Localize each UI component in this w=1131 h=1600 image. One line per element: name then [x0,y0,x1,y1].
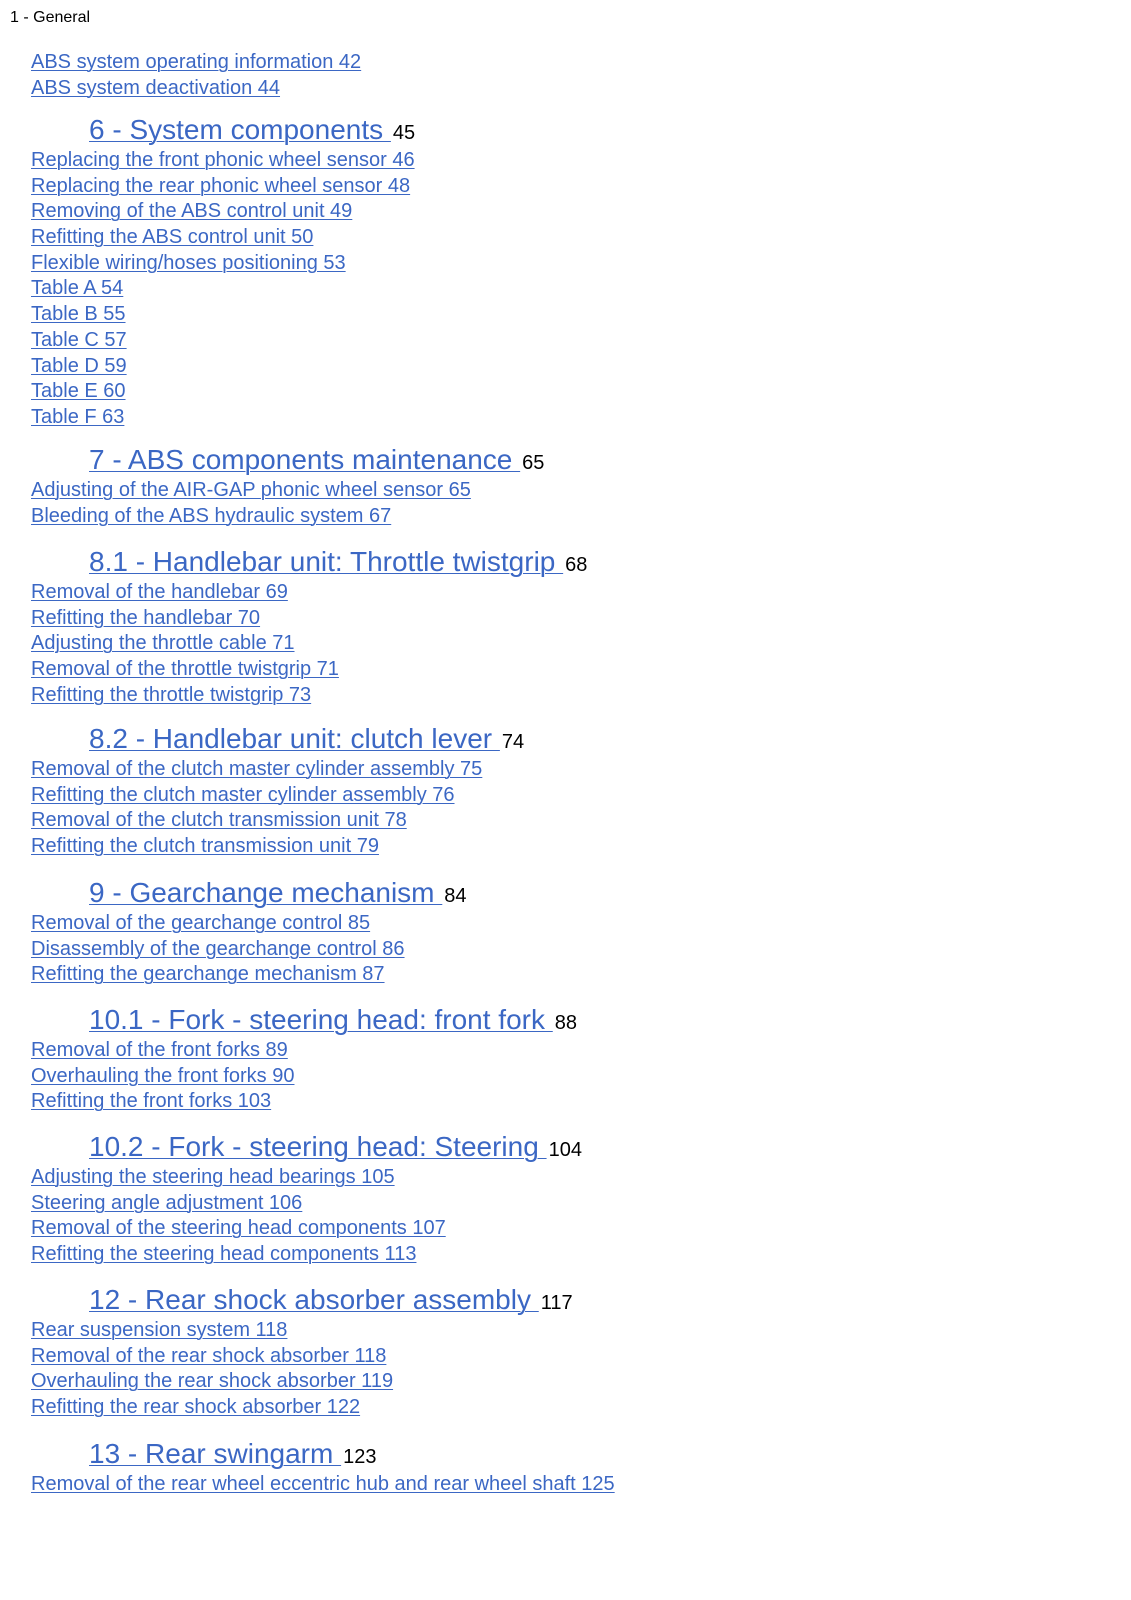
toc-entry-link[interactable]: Refitting the front forks 103 [31,1090,272,1113]
section-page-number: 68 [565,554,588,576]
section-page-number: 65 [522,452,545,474]
section-heading [89,1283,573,1320]
toc-entry-link[interactable]: Removal of the rear shock absorber 118 [31,1344,387,1367]
toc-entry-link[interactable]: Removal of the rear wheel eccentric hub and rear wheel shaft 125 [31,1473,615,1495]
section-entries-list [31,1318,393,1421]
toc-entry-link[interactable]: Refitting the ABS control unit 50 [31,226,314,249]
toc-entry-link[interactable]: Adjusting the steering head bearings 105 [31,1166,395,1188]
page-header: 1 - General [10,9,91,26]
toc-entry-link[interactable]: Refitting the gearchange mechanism 87 [31,963,385,986]
section-heading-link[interactable]: 12 - Rear shock absorber assembly [89,1284,539,1315]
toc-entry-link[interactable]: Adjusting the throttle cable 71 [31,632,295,655]
section-heading-link[interactable]: 6 - System components [89,114,391,145]
toc-entry-link[interactable]: Refitting the throttle twistgrip 73 [31,683,312,706]
section-heading-link[interactable]: 9 - Gearchange mechanism [89,877,443,908]
section-heading [89,876,467,913]
toc-entry-link[interactable]: Replacing the rear phonic wheel sensor 48 [31,174,411,197]
toc-entry-link[interactable]: Table A 54 [31,277,124,300]
toc-entry-link[interactable]: Adjusting of the AIR-GAP phonic wheel sensor 65 [31,479,471,501]
section-entries-list [31,580,339,708]
toc-entry-link[interactable]: ABS system deactivation 44 [31,76,281,99]
section-entries-list [31,148,415,431]
toc-entry-link[interactable]: Disassembly of the gearchange control 86 [31,937,405,960]
toc-entry-link[interactable]: Table E 60 [31,380,126,403]
toc-entry-link[interactable]: Rear suspension system 118 [31,1319,288,1341]
top-entries-list [31,50,361,101]
section-page-number: 74 [501,731,525,753]
toc-entry-link[interactable]: Removal of the handlebar 69 [31,581,288,603]
section-heading-link[interactable]: 13 - Rear swingarm [89,1438,342,1469]
toc-entry-link[interactable]: Table D 59 [31,354,127,377]
section-heading [89,545,587,582]
section-heading-link[interactable]: 8.1 - Handlebar unit: Throttle twistgrip [89,546,564,577]
toc-entry-link[interactable]: Refitting the handlebar 70 [31,606,261,629]
section-entries-list [31,911,405,988]
section-entries-list [31,757,482,860]
toc-entry-link[interactable]: Removal of the clutch master cylinder assembly 75 [31,758,483,780]
toc-entry-link[interactable]: Removal of the throttle twistgrip 71 [31,658,339,681]
section-entries-list [31,1472,615,1498]
toc-entry-link[interactable]: Steering angle adjustment 106 [31,1191,303,1214]
toc-entry-link[interactable]: Refitting the rear shock absorber 122 [31,1396,361,1419]
toc-entry-link[interactable]: Flexible wiring/hoses positioning 53 [31,251,346,274]
toc-entry-link[interactable]: Table B 55 [31,303,126,326]
section-page-number: 123 [343,1446,377,1468]
section-heading-link[interactable]: 10.2 - Fork - steering head: Steering [89,1131,547,1162]
toc-entry-link[interactable]: Removal of the clutch transmission unit 78 [31,809,407,832]
section-entries-list [31,1165,446,1268]
section-heading [89,113,415,150]
section-page-number: 84 [444,885,467,907]
toc-entry-link[interactable]: Replacing the front phonic wheel sensor 46 [31,149,415,171]
toc-entry-link[interactable]: Removing of the ABS control unit 49 [31,200,353,223]
section-heading-link[interactable]: 8.2 - Handlebar unit: clutch lever [89,723,500,754]
toc-entry-link[interactable]: ABS system operating information 42 [31,51,362,73]
toc-entry-link[interactable]: Removal of the gearchange control 85 [31,912,371,934]
toc-entry-link[interactable]: Table C 57 [31,328,127,351]
section-heading [89,443,544,480]
section-entries-list [31,1038,294,1115]
section-page-number: 88 [554,1012,578,1034]
toc-entry-link[interactable]: Bleeding of the ABS hydraulic system 67 [31,504,392,527]
section-heading-link[interactable]: 7 - ABS components maintenance [89,444,521,475]
section-page-number: 104 [548,1139,582,1161]
toc-entry-link[interactable]: Refitting the steering head components 113 [31,1243,417,1266]
toc-entry-link[interactable]: Refitting the clutch transmission unit 79 [31,835,379,858]
toc-entry-link[interactable]: Table F 63 [31,405,125,428]
toc-entry-link[interactable]: Removal of the steering head components 107 [31,1217,446,1240]
section-heading [89,1130,582,1167]
section-heading-link[interactable]: 10.1 - Fork - steering head: front fork [89,1004,553,1035]
section-heading [89,1437,376,1474]
section-entries-list [31,478,471,529]
toc-entry-link[interactable]: Refitting the clutch master cylinder assembly 76 [31,783,455,806]
toc-entry-link[interactable]: Removal of the front forks 89 [31,1039,288,1061]
section-page-number: 45 [392,122,416,144]
toc-entry-link[interactable]: Overhauling the rear shock absorber 119 [31,1370,394,1393]
toc-entry-link[interactable]: Overhauling the front forks 90 [31,1064,295,1087]
section-heading [89,1003,577,1040]
section-heading [89,722,524,759]
section-page-number: 117 [540,1292,573,1314]
